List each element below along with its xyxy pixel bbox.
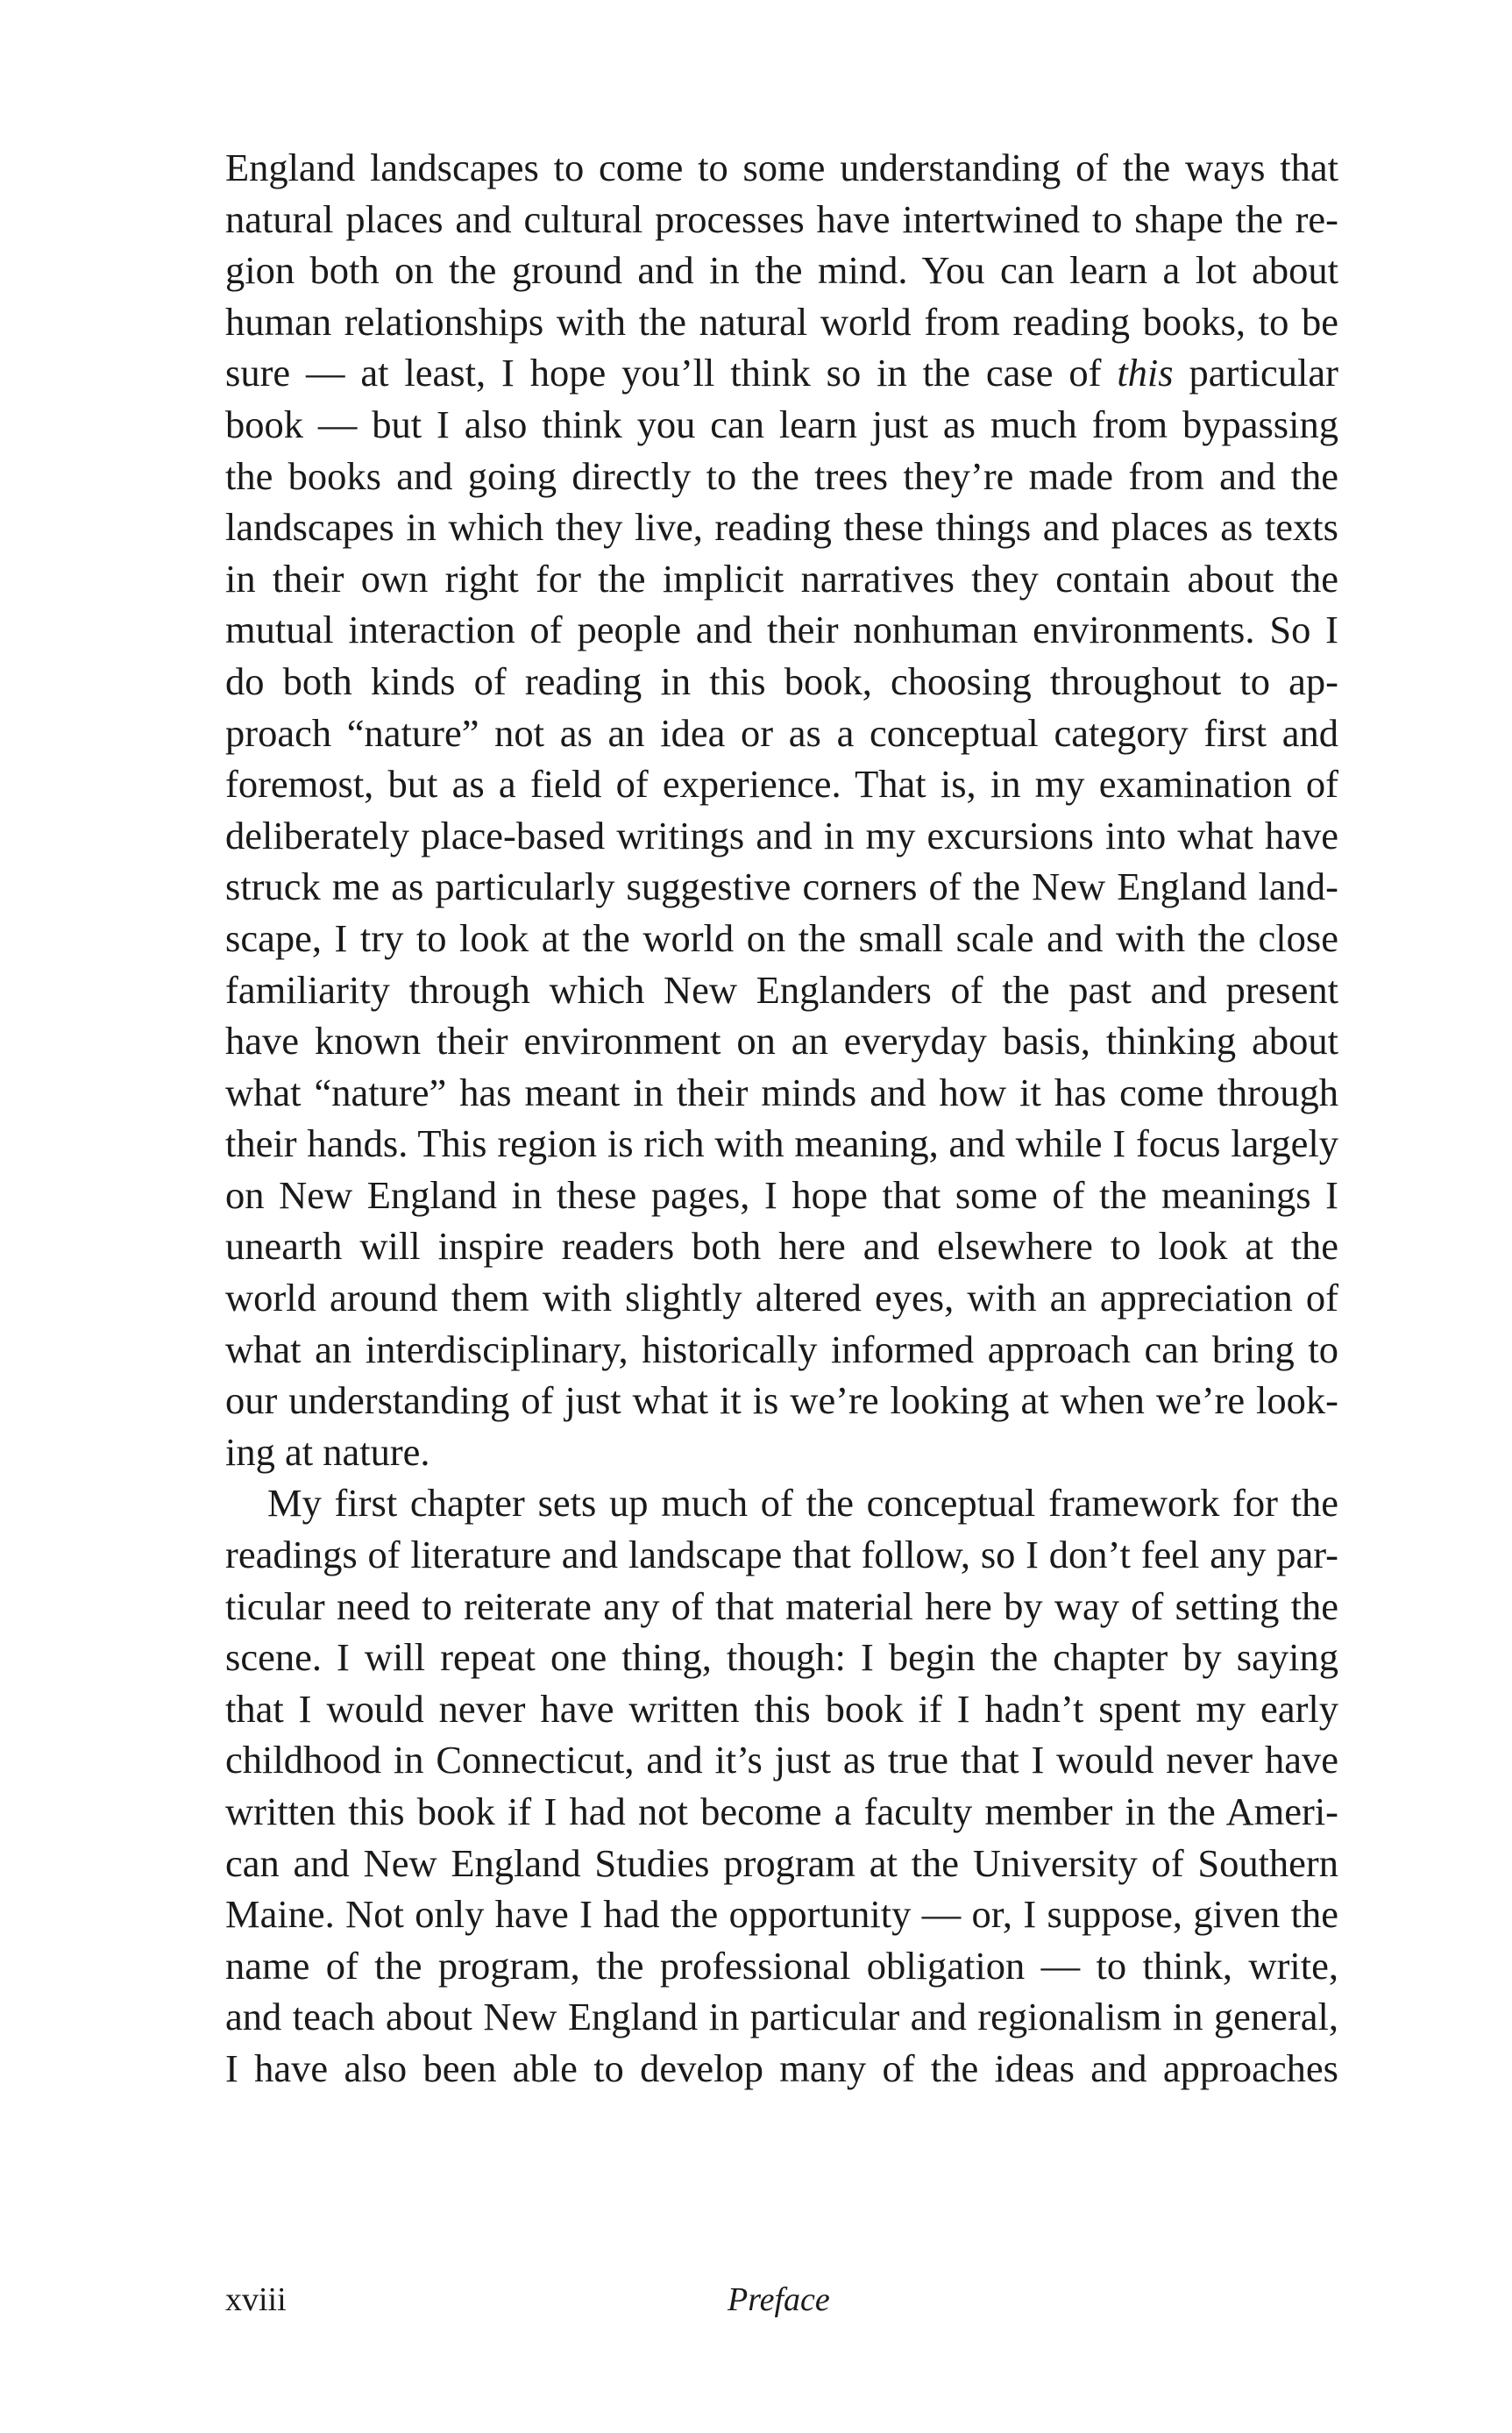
text-line: ticular need to reiterate any of that material here by way of setting the <box>225 1583 1338 1628</box>
text-line: England landscapes to come to some understanding of the ways that <box>225 146 1338 189</box>
emphasis-this: this <box>1117 351 1174 395</box>
text-line-start: sure — at least, I hope you’ll think so in the case of <box>225 351 1118 395</box>
text-line: gion both on the ground and in the mind. You can learn a lot about <box>225 248 1338 293</box>
text-line: childhood in Connecticut, and it’s just as true that I would never have <box>225 1738 1338 1782</box>
text-line <box>225 347 1338 399</box>
text-line: the books and going directly to the trees they’re made from and the <box>225 453 1338 498</box>
text-line: landscapes in which they live, reading these things and places as texts <box>225 505 1338 550</box>
text-line: I have also been able to develop many of the ideas and approaches <box>225 2045 1338 2090</box>
text-line: ing at nature. <box>225 1429 430 1474</box>
paragraph-1 <box>225 142 1338 1477</box>
text-line: book — but I also think you can learn just as much from bypassing <box>225 402 1338 446</box>
text-line: familiarity through which New Englanders of the past and present <box>225 967 1338 1012</box>
text-line-end: particular <box>1173 351 1338 395</box>
page-footer <box>0 2278 1512 2330</box>
text-line: mutual interaction of people and their nonhuman environments. So I <box>225 608 1338 652</box>
text-line: can and New England Studies program at the University of Southern <box>225 1840 1338 1885</box>
text-line: what “nature” has meant in their minds and how it has come through <box>225 1070 1338 1114</box>
text-line: on New England in these pages, I hope that some of the meanings I <box>225 1172 1338 1217</box>
text-line: scene. I will repeat one thing, though: I begin the chapter by saying <box>225 1635 1338 1680</box>
text-line: deliberately place-based writings and in my excursions into what have <box>225 813 1338 857</box>
text-line: that I would never have written this book if I hadn’t spent my early <box>225 1686 1338 1731</box>
page-number: xviii <box>225 2281 287 2318</box>
text-line: Maine. Not only have I had the opportunity — or, I suppose, given the <box>225 1892 1338 1937</box>
text-line: name of the program, the professional obligation — to think, write, <box>225 1943 1338 1988</box>
text-line: human relationships with the natural world from reading books, to be <box>225 299 1338 344</box>
text-line: scape, I try to look at the world on the small scale and with the close <box>225 915 1338 960</box>
text-line: do both kinds of reading in this book, choosing throughout to ap- <box>225 658 1338 703</box>
text-line: written this book if I had not become a faculty member in the Ameri- <box>225 1789 1338 1833</box>
paragraph-2 <box>225 1477 1338 2094</box>
text-line: our understanding of just what it is we’re looking at when we’re look- <box>225 1378 1338 1423</box>
text-line: in their own right for the implicit narratives they contain about the <box>225 556 1338 601</box>
text-line: foremost, but as a field of experience. That is, in my examination of <box>225 762 1338 807</box>
text-line: unearth will inspire readers both here and elsewhere to look at the <box>225 1224 1338 1269</box>
text-line: readings of literature and landscape that follow, so I don’t feel any par- <box>225 1533 1338 1577</box>
text-line: what an interdisciplinary, historically informed approach can bring to <box>225 1327 1338 1371</box>
text-line: proach “nature” not as an idea or as a conceptual category first and <box>225 710 1338 755</box>
body-text <box>225 142 1338 2095</box>
text-line: and teach about New England in particular and regionalism in general, <box>225 1995 1338 2039</box>
text-line: world around them with slightly altered eyes, with an appreciation of <box>225 1276 1338 1320</box>
text-line: natural places and cultural processes have intertwined to shape the re- <box>225 196 1338 241</box>
text-line: have known their environment on an everyday basis, thinking about <box>225 1019 1338 1064</box>
text-line: struck me as particularly suggestive corners of the New England land- <box>225 864 1338 909</box>
text-line: their hands. This region is rich with meaning, and while I focus largely <box>225 1121 1338 1166</box>
running-title: Preface <box>728 2281 830 2318</box>
text-line: My first chapter sets up much of the conceptual framework for the <box>267 1481 1338 1526</box>
